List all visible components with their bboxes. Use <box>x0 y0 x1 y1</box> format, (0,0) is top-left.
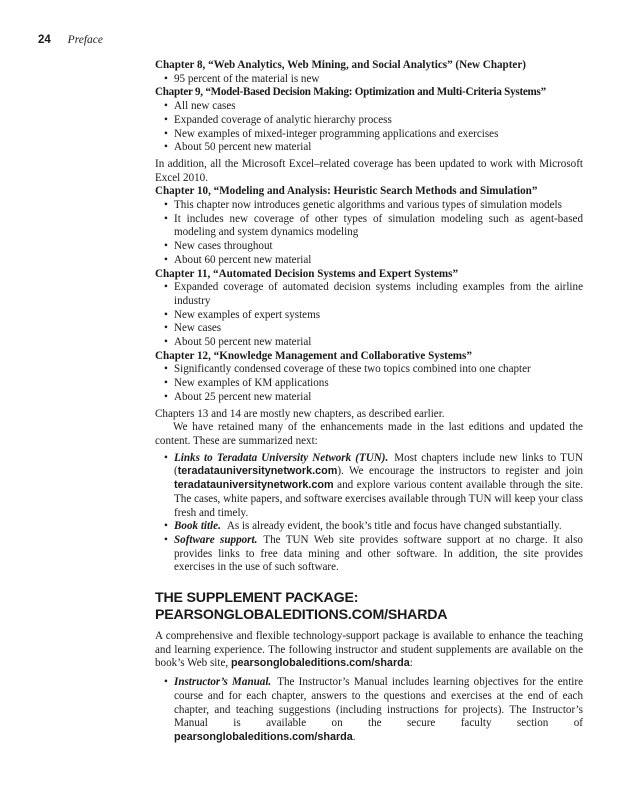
list-item: • New cases <box>155 322 583 336</box>
chapter-heading: Chapter 11, “Automated Decision Systems and Expert Systems” <box>155 267 459 280</box>
list-item: • All new cases <box>155 100 583 114</box>
chapter-10-block <box>155 185 583 267</box>
feature-lead: Book title. <box>174 520 221 533</box>
list-item: • About 50 percent new material <box>155 141 583 155</box>
excel-note: In addition, all the Microsoft Excel–related coverage has been updated to work with Microsoft Excel 2010. <box>155 157 583 184</box>
chapter-12-block <box>155 350 583 405</box>
chapter-heading: Chapter 12, “Knowledge Management and Collaborative Systems” <box>155 349 472 362</box>
feature-lead: Instructor’s Manual. <box>174 676 272 689</box>
list-item: • Significantly condensed coverage of these two topics combined into one chapter <box>155 363 583 377</box>
list-item: • New examples of mixed-integer programming applications and exercises <box>155 128 583 142</box>
chapter-heading: Chapter 9, “Model-Based Decision Making: Optimization and Multi-Criteria Systems” <box>155 86 546 99</box>
chapter-8-block <box>155 59 583 86</box>
list-item: • About 50 percent new material <box>155 336 583 350</box>
instructors-manual-item: • Instructor’s Manual. The Instructor’s Manual includes learning objectives for the entire course and for each chapter, answers to the questions and exercises at the end of each chapter, and teaching suggestions (including instructions for projects). The Instructor’s Manual is available on the secure faculty section of pearsonglobaleditions.com/sharda. <box>155 676 583 745</box>
chapters-13-14-note: Chapters 13 and 14 are mostly new chapters, as described earlier. <box>155 407 445 420</box>
feature-lead: Software support. <box>174 533 258 546</box>
list-item: • Expanded coverage of analytic hierarchy process <box>155 114 583 128</box>
running-head <box>38 33 103 47</box>
list-item: • Expanded coverage of automated decision systems including examples from the airline industry <box>155 281 583 308</box>
list-item: • New examples of KM applications <box>155 377 583 391</box>
tun-link[interactable]: teradatauniversitynetwork.com <box>174 479 334 492</box>
list-item: • About 60 percent new material <box>155 254 583 268</box>
enhancements-list <box>155 452 583 575</box>
supplement-intro: A comprehensive and flexible technology-support package is available to enhance the teaching and learning experience. The following instructor and student supplements are available on the book’s Web site, pearsonglobaleditions.com/sharda: <box>155 630 583 670</box>
chapter-heading: Chapter 10, “Modeling and Analysis: Heuristic Search Methods and Simulation” <box>155 185 538 198</box>
page-number: 24 <box>38 34 51 46</box>
enhancements-paragraph: We have retained many of the enhancements made in the last editions and updated the content. These are summarized next: <box>155 421 583 447</box>
section-name: Preface <box>67 34 104 46</box>
supplement-heading: THE SUPPLEMENT PACKAGE: PEARSONGLOBALEDITIONS.COM/SHARDA <box>155 590 448 624</box>
page-body <box>155 59 583 745</box>
manual-link[interactable]: pearsonglobaleditions.com/sharda <box>174 730 353 743</box>
tun-link[interactable]: teradatauniversitynetwork.com <box>177 465 338 478</box>
list-item: • New examples of expert systems <box>155 309 583 323</box>
feature-software-support: • Software support. The TUN Web site provides software support at no charge. It also provides links to free data mining and other software. In addition, the site provides exercises in the use of such software. <box>155 534 583 575</box>
supplement-link[interactable]: pearsonglobaleditions.com/sharda <box>230 657 410 670</box>
feature-book-title: • Book title. As is already evident, the book’s title and focus have changed substantially. <box>155 520 583 534</box>
list-item: • It includes new coverage of other types of simulation modeling such as agent-based modeling and system dynamics modeling <box>155 213 583 240</box>
list-item: • About 25 percent new material <box>155 391 583 405</box>
list-item: • New cases throughout <box>155 240 583 254</box>
list-item: • 95 percent of the material is new <box>155 73 583 87</box>
chapter-11-block <box>155 268 583 350</box>
supplement-list <box>155 676 583 745</box>
list-item: • This chapter now introduces genetic algorithms and various types of simulation models <box>155 199 583 213</box>
feature-lead: Links to Teradata University Network (TUN). <box>174 451 389 464</box>
chapter-heading: Chapter 8, “Web Analytics, Web Mining, and Social Analytics” (New Chapter) <box>155 59 526 71</box>
chapter-9-block <box>155 86 583 155</box>
feature-tun: • Links to Teradata University Network (TUN). Most chapters include new links to TUN (teradatauniversitynetwork.com). We encourage the instructors to register and join teradatauniversitynetwork.com and explore various content available through the site. The cases, white papers, and software exercises available through TUN will keep your class fresh and timely. <box>155 452 583 521</box>
